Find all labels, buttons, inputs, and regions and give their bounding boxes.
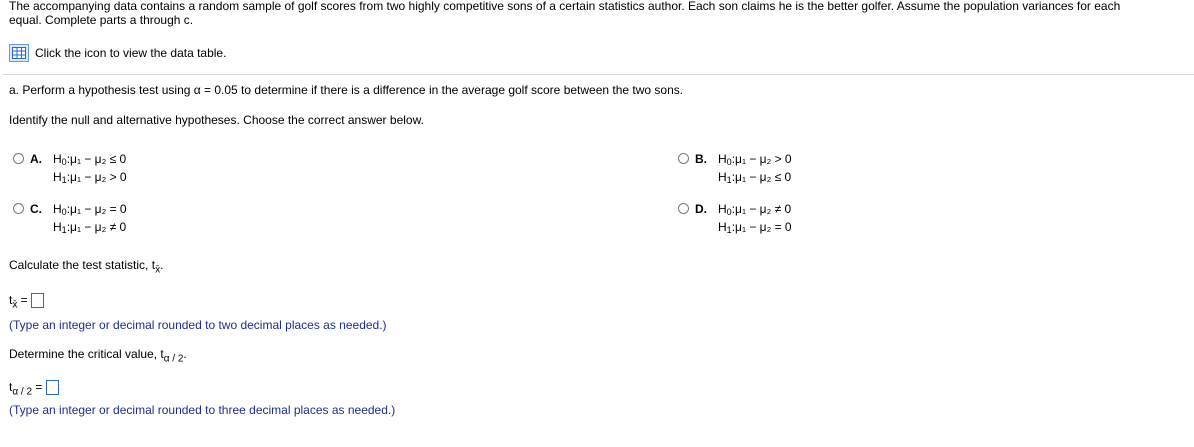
radio-option-c[interactable] bbox=[13, 203, 24, 214]
option-a-letter: A. bbox=[30, 152, 42, 166]
intro-line-1: The accompanying data contains a random sample of golf scores from two highly competitive sons of a certain statistics author. Each son claims he is the better golfer. Assume the population variances for each bbox=[9, 0, 1121, 13]
option-c-h1: $H_1:\mu_1 - \mu_2 \ne 0$ bbox=[53, 220, 127, 235]
radio-option-a[interactable] bbox=[13, 153, 24, 164]
critical-note: (Type an integer or decimal rounded to three decimal places as needed.) bbox=[9, 403, 396, 417]
table-grid-icon[interactable] bbox=[9, 44, 29, 62]
option-d-h0: $H_0:\mu_1 - \mu_2 \ne 0$ bbox=[718, 202, 792, 217]
critical-prompt: Determine the critical value, $t_{\alpha / 2}$. bbox=[9, 347, 187, 365]
option-b-h1: $H_1:\mu_1 - \mu_2 \le 0$ bbox=[718, 170, 792, 185]
data-table-link[interactable] bbox=[9, 43, 226, 63]
calc-stat-prompt: Calculate the test statistic, $t_{x̄}$. bbox=[9, 258, 164, 276]
option-c-h0: $H_0:\mu_1 - \mu_2 = 0$ bbox=[53, 202, 127, 217]
radio-option-b[interactable] bbox=[678, 153, 689, 164]
intro-line-2: equal. Complete parts a through c. bbox=[9, 13, 194, 27]
identify-instruction: Identify the null and alternative hypotheses. Choose the correct answer below. bbox=[9, 113, 424, 127]
stat-input-row bbox=[9, 293, 44, 310]
critical-value-input[interactable] bbox=[46, 380, 59, 395]
test-statistic-input[interactable] bbox=[31, 293, 44, 308]
option-d-letter: D. bbox=[695, 202, 707, 216]
critical-label: $t_{\alpha / 2}$ = bbox=[9, 380, 43, 398]
critical-input-row bbox=[9, 380, 59, 397]
option-a-h1: $H_1:\mu_1 - \mu_2 > 0$ bbox=[53, 170, 127, 185]
part-a-question: a. Perform a hypothesis test using α = 0.05 to determine if there is a difference in the average golf score between the two sons. bbox=[9, 83, 684, 97]
option-c-letter: C. bbox=[30, 202, 42, 216]
problem-intro bbox=[9, 0, 1194, 27]
option-a-h0: $H_0:\mu_1 - \mu_2 \le 0$ bbox=[53, 152, 127, 167]
stat-note: (Type an integer or decimal rounded to two decimal places as needed.) bbox=[9, 318, 387, 332]
option-b-h0: $H_0:\mu_1 - \mu_2 > 0$ bbox=[718, 152, 792, 167]
option-b-letter: B. bbox=[695, 152, 707, 166]
radio-option-d[interactable] bbox=[678, 203, 689, 214]
data-table-link-text[interactable]: Click the icon to view the data table. bbox=[35, 46, 227, 60]
stat-label: $t_{x̄}$ = bbox=[9, 293, 28, 311]
divider bbox=[3, 74, 1194, 75]
option-d-h1: $H_1:\mu_1 - \mu_2 = 0$ bbox=[718, 220, 792, 235]
